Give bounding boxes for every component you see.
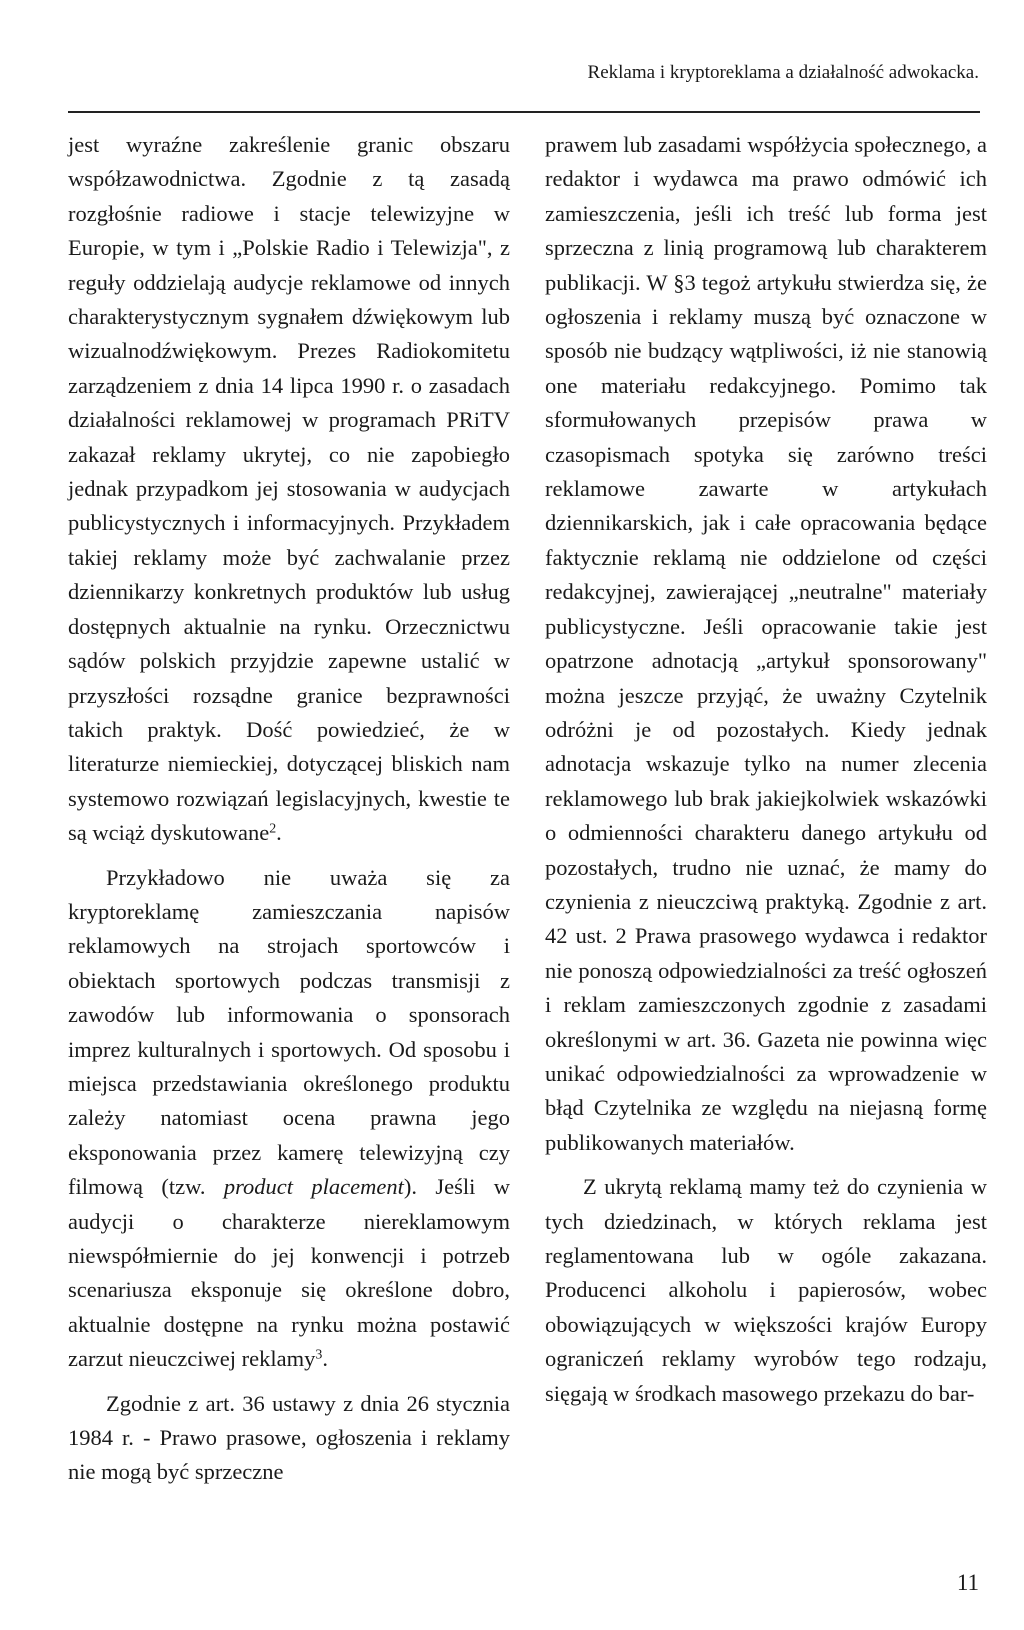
page-number: 11 [956,1570,979,1595]
paragraph-text: Z ukrytą reklamą mamy też do czynienia w tych dziedzinach, w których reklama jest reglamentowana lub w ogóle zakazana. Producenci alkoholu i papierosów, wobec obowiązujących w większości krajów Europy ograniczeń reklamy wyrobów tego rodzaju, sięgają w środkach masowego przekazu do bar- [545,1174,987,1406]
running-header: Reklama i kryptoreklama a działalność adwokacka. [587,62,979,83]
paragraph-left-1 [68,128,510,851]
paragraph-text: jest wyraźne zakreślenie granic obszaru współzawodnictwa. Zgodnie z tą zasadą rozgłośnie radiowe i stacje telewizyjne w Europie, w tym i „Polskie Radio i Telewizja", z reguły oddzielają audycje reklamowe od innych charakterystycznym sygnałem dźwiękowym lub wizualnodźwiękowym. Prezes Radiokomitetu zarządzeniem z dnia 14 lipca 1990 r. o zasadach działalności reklamowej w programach PRiTV zakazał reklamy ukrytej, co nie zapobiegło jednak przypadkom jej stosowania w audycjach publicystycznych i informacyjnych. Przykładem takiej reklamy może być zachwalanie przez dziennikarzy konkretnych produktów lub usług dostępnych aktualnie na rynku. Orzecznictwu sądów polskich przyjdzie zapewne ustalić w przyszłości rozsądne granice bezprawności takich praktyk. Dość powiedzieć, że w literaturze niemieckiej, dotyczącej bliskich nam systemowo rozwiązań legislacyjnych, kwestie te są wciąż dyskutowane [68,132,510,846]
paragraph-right-1 [545,128,987,1160]
paragraph-left-2 [68,861,510,1377]
left-column [68,128,510,1490]
paragraph-text: Przykładowo nie uważa się za kryptoreklamę zamieszczania napisów reklamowych na strojach sportowców i obiektach sportowych podczas transmisji z zawodów lub informowania o sponsorach imprez kulturalnych i sportowych. Od sposobu i miejsca przedstawiania określonego produktu zależy natomiast ocena prawna jego eksponowania przez kamerę telewizyjną czy filmową (tzw. [68,864,510,1200]
paragraph-text-end: . [322,1346,328,1372]
italic-term: product placement [223,1174,404,1200]
footnote-reference-2[interactable]: 2 [269,821,277,837]
footnote-reference-3[interactable]: 3 [315,1347,323,1363]
header-rule [68,111,980,113]
right-column [545,128,987,1411]
paragraph-text-end: . [276,820,282,846]
paragraph-text: prawem lub zasadami współżycia społecznego, a redaktor i wydawca ma prawo odmówić ich zamieszczenia, jeśli ich treść lub forma jest sprzeczna z linią programową lub charakterem publikacji. W §3 tegoż artykułu stwierdza się, że ogłoszenia i reklamy muszą być oznaczone w sposób nie budzący wątpliwości, iż nie stanowią one materiału redakcyjnego. Pomimo tak sformułowanych przepisów prawa w czasopismach spotyka się zarówno treści reklamowe zawarte w artykułach dziennikarskich, jak i całe opracowania będące faktycznie reklamą nie oddzielone od części redakcyjnej, zawierającej „neutralne" materiały publicystyczne. Jeśli opracowanie takie jest opatrzone adnotacją „artykuł sponsorowany" można jeszcze przyjąć, że uważny Czytelnik odróżni je od pozostałych. Kiedy jednak adnotacja wskazuje tylko na numer zlecenia reklamowego lub brak jakiejkolwiek wskazówki o odmienności charakteru danego artykułu od pozostałych, trudno nie uznać, że mamy do czynienia z nieuczciwą praktyką. Zgodnie z art. 42 ust. 2 Prawa prasowego wydawca i redaktor nie ponoszą odpowiedzialności za treść ogłoszeń i reklam zamieszczonych zgodnie z zasadami określonymi w art. 36. Gazeta nie powinna więc unikać odpowiedzialności za wprowadzenie w błąd Czytelnika ze względu na niejasną formę publikowanych materiałów. [545,132,987,1155]
paragraph-text-continued: ). Jeśli w audycji o charakterze niereklamowym niewspółmiernie do jej konwencji i potrzeb scenariusza eksponuje się określone dobro, aktualnie dostępne na rynku można postawić zarzut nieuczciwej reklamy [68,1174,510,1372]
paragraph-left-3 [68,1387,510,1490]
paragraph-right-2 [545,1170,987,1411]
paragraph-text: Zgodnie z art. 36 ustawy z dnia 26 stycznia 1984 r. - Prawo prasowe, ogłoszenia i reklamy nie mogą być sprzeczne [68,1390,510,1485]
